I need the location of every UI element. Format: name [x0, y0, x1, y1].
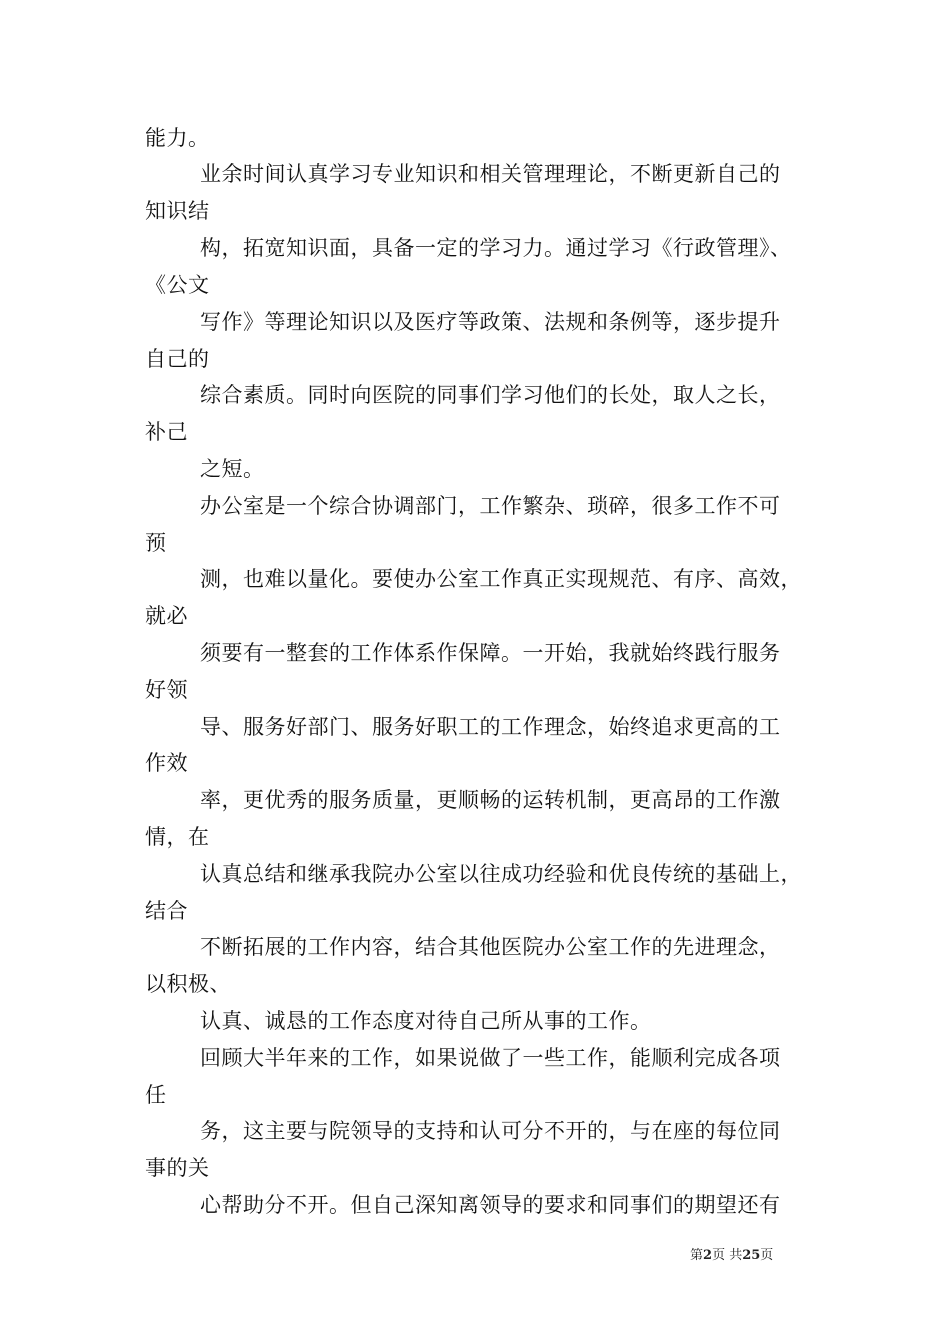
page-number: 2 — [703, 1248, 713, 1263]
text-line: 认真、诚恳的工作态度对待自己所从事的工作。 — [200, 1009, 652, 1033]
text-line: 就必 — [145, 604, 188, 628]
text-line: 导、服务好部门、服务好职工的工作理念，始终追求更高的工 — [200, 715, 781, 739]
text-line: 回顾大半年来的工作，如果说做了一些工作，能顺利完成各项 — [200, 1046, 781, 1070]
text-line: 任 — [145, 1083, 167, 1107]
text-line: 《公文 — [145, 273, 210, 297]
text-line: 情，在 — [145, 825, 210, 849]
footer-middle: 页 共 — [712, 1248, 743, 1263]
text-line: 补己 — [145, 420, 188, 444]
text-line: 认真总结和继承我院办公室以往成功经验和优良传统的基础上， — [200, 862, 802, 886]
page-footer — [690, 1248, 773, 1264]
text-line: 构，拓宽知识面，具备一定的学习力。通过学习《行政管理》、 — [200, 236, 792, 260]
text-line: 不断拓展的工作内容，结合其他医院办公室工作的先进理念， — [200, 935, 781, 959]
text-line: 预 — [145, 531, 167, 555]
text-line: 知识结 — [145, 199, 210, 223]
text-line: 测，也难以量化。要使办公室工作真正实现规范、有序、高效， — [200, 567, 802, 591]
text-line: 须要有一整套的工作体系作保障。一开始，我就始终践行服务 — [200, 641, 781, 665]
text-line: 作效 — [145, 751, 188, 775]
text-line: 办公室是一个综合协调部门，工作繁杂、琐碎，很多工作不可 — [200, 494, 781, 518]
text-line: 自己的 — [145, 347, 210, 371]
footer-suffix: 页 — [760, 1248, 774, 1263]
text-line: 综合素质。同时向医院的同事们学习他们的长处，取人之长， — [200, 383, 781, 407]
text-line: 之短。 — [200, 457, 265, 481]
text-line: 事的关 — [145, 1156, 210, 1180]
text-line: 写作》等理论知识以及医疗等政策、法规和条例等，逐步提升 — [200, 310, 781, 334]
text-line: 好领 — [145, 678, 188, 702]
text-line: 务，这主要与院领导的支持和认可分不开的，与在座的每位同 — [200, 1119, 781, 1143]
text-line: 以积极、 — [145, 972, 231, 996]
text-line: 心帮助分不开。但自己深知离领导的要求和同事们的期望还有 — [200, 1193, 781, 1217]
total-pages: 25 — [742, 1248, 761, 1263]
text-line: 结合 — [145, 899, 188, 923]
text-line: 业余时间认真学习专业知识和相关管理理论，不断更新自己的 — [200, 162, 781, 186]
footer-prefix: 第 — [690, 1248, 704, 1263]
text-line: 率，更优秀的服务质量，更顺畅的运转机制，更高昂的工作激 — [200, 788, 781, 812]
text-line: 能力。 — [145, 126, 210, 150]
